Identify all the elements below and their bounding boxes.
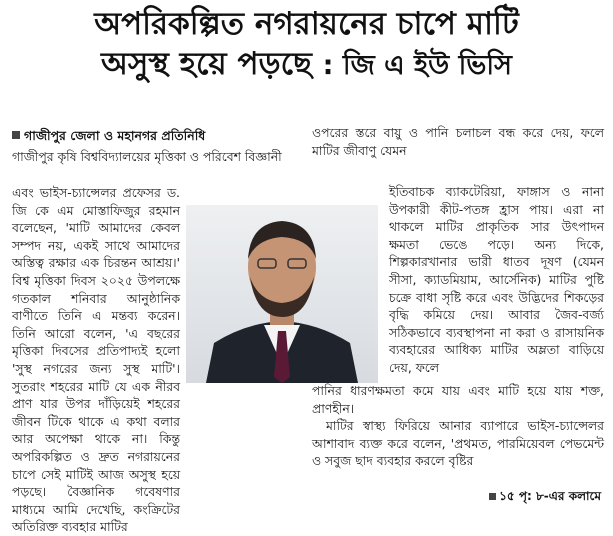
vice-chancellor-photo	[186, 205, 378, 383]
continuation-note	[489, 488, 601, 508]
column-1-top	[12, 148, 306, 166]
portrait-illustration	[186, 205, 378, 383]
column-1-top-text: গাজীপুর কৃষি বিশ্ববিদ্যালয়ের মৃত্তিকা ও পরিবেশ বিজ্ঞানী	[12, 149, 282, 164]
column-2-body-text: ইতিবাচক ব্যাকটেরিয়া, ফাঙ্গাস ও নানা উপকারী কীট-পতঙ্গ হ্রাস পায়। এরা না থাকলে মাটির প্রাকৃতিক সার উৎপাদন ক্ষমতা ভেঙে পড়ে। অন্য দিকে, শিল্পকারখানার ভারী ধাতব দূষণ (যেমন সীসা, ক্যাডমিয়াম, আর্সেনিক) মাটির পুষ্টি চক্রে বাধা সৃষ্টি করে এবং উদ্ভিদের শিকড়ের বৃদ্ধি কমিয়ে দেয়। আবার জৈব-বর্জ্য সঠিকভাবে ব্যবস্থাপনা না করা ও রাসায়নিক ব্যবহারের আধিক্য মাটির অম্লতা বাড়িয়ে দেয়, ফলে	[389, 184, 604, 375]
column-1-body-text: এবং ভাইস-চ্যান্সেলর প্রফেসর ড. জি কে এম মোস্তাফিজুর রহমান বলেছেন, 'মাটি আমাদের কেবল সম্পদ নয়, একই সাথে আমাদের অস্তিত্ব রক্ষার এক চিরন্তন আশ্রয়।' বিশ্ব মৃত্তিকা দিবস ২০২৫ উপলক্ষে গতকাল শনিবার আনুষ্ঠানিক বাণীতে তিনি এ মন্তব্য করেন। তিনি আরো বলেন, 'এ বছরের মৃত্তিকা দিবসের প্রতিপাদ্যই হলো 'সুস্থ নগরের জন্য সুস্থ মাটি'। সুতরাং শহরের মাটি যে এক নীরব প্রাণ যার উপর দাঁড়িয়েই শহরের জীবন টিকে থাকে এ কথা বলার আর অপেক্ষা থাকে না। কিন্তু অপরিকল্পিত ও দ্রুত নগরায়নের চাপে সেই মাটিই আজ অসুস্থ হয়ে পড়ছে। বৈজ্ঞানিক গবেষণার মাধ্যমে আমি দেখেছি, কংক্রিটের অতিরিক্ত ব্যবহার মাটির	[12, 185, 180, 535]
byline-text: গাজীপুর জেলা ও মহানগর প্রতিনিধি	[24, 128, 206, 143]
column-2-para-2: মাটির স্বাস্থ্য ফিরিয়ে আনার ব্যাপারে ভাইস-চ্যান্সেলর আশাবাদ ব্যক্ত করে বলেন, 'প্রথমত, পারমিয়েবল পেভমেন্ট ও সবুজ ছাদ ব্যবহার করলে বৃষ্টির	[312, 418, 604, 469]
headline-tag: : জি এ ইউ ভিসি	[322, 50, 512, 81]
square-bullet-icon	[489, 493, 496, 500]
headline-line-2	[0, 44, 613, 86]
column-2-top-text: ওপরের স্তরে বায়ু ও পানি চলাচল বন্ধ করে দেয়, ফলে মাটির জীবাণু যেমন	[312, 125, 604, 158]
square-bullet-icon	[12, 131, 20, 139]
continuation-text: ১৫ পৃ: ৮-এর কলামে	[499, 489, 601, 503]
byline	[12, 128, 205, 148]
column-2-top	[312, 124, 604, 159]
headline	[0, 4, 613, 86]
headline-line-2-text: অসুস্থ হয়ে পড়ছে	[101, 46, 312, 82]
headline-line-1: অপরিকল্পিত নগরায়নের চাপে মাটি	[94, 6, 519, 42]
column-2-bottom	[312, 382, 604, 470]
column-1-body	[12, 184, 180, 536]
column-2-rest-text: পানির ধারণক্ষমতা কমে যায় এবং মাটি হয়ে যায় শক্ত, প্রাণহীন।	[312, 383, 604, 416]
column-2-body	[389, 183, 604, 377]
